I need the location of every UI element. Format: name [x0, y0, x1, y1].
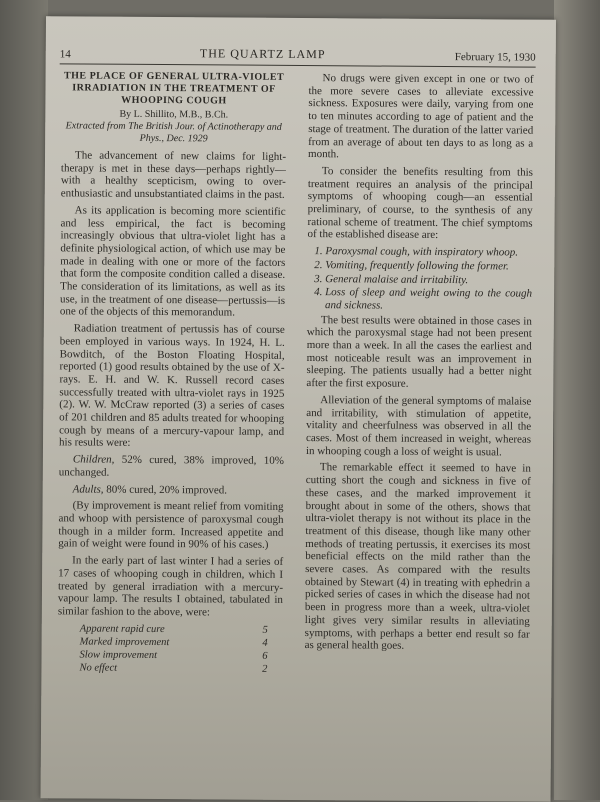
- adults-text: 80% cured, 20% improved.: [106, 483, 228, 497]
- page-number: 14: [59, 48, 71, 61]
- journal-title: THE QUARTZ LAMP: [199, 46, 326, 62]
- issue-date: February 15, 1930: [454, 51, 536, 64]
- symptom-item: 2. Vomiting, frequently following the former.: [325, 259, 532, 273]
- paragraph: Alleviation of the general symptoms of malaise and irritability, with stimulation of appetite, vitality and cheerfulness was observed in all the cases. Most of them increased in weight, whereas in whooping cough a loss of weight is usual.: [305, 394, 532, 459]
- winter-paragraph: In the early part of last winter I had a series of 17 cases of whooping cough in children, which I treated by general irradiation with a mercury-vapour lamp. The results I obtained, tabulated in similar fashion to the above, were:: [57, 554, 284, 619]
- symptom-item: 1. Paroxysmal cough, with inspiratory whoop.: [325, 245, 532, 259]
- result-label: No effect: [79, 662, 118, 674]
- right-column: [305, 72, 534, 657]
- header-rule: [60, 63, 536, 67]
- paragraph: Radiation treatment of pertussis has of course been employed in various ways. In 1924, H. L. Bowditch, of the Boston Floating Hospital, reported (1) good results obtained by the use of X-rays. E. H. and W. K. Russell record cases successfully treated with ultra-violet rays in 1925 (2). W. W. McCraw reported (3) a series of cases of 201 children and 85 adults treated for whooping cough by means of a mercury-vapour lamp, and his results were:: [58, 322, 285, 450]
- paragraph: The advancement of new claims for light-therapy is met in these days—perhaps rightly—with a healthy scepticism, owing to over-enthusiastic and unsubstantiated claims in the past.: [60, 149, 287, 201]
- background-right: [554, 0, 600, 800]
- result-value: 6: [262, 650, 268, 662]
- adults-results: [59, 483, 284, 497]
- adults-label: Adults,: [72, 482, 104, 496]
- results-table: [79, 622, 282, 675]
- result-label: Slow improvement: [79, 649, 158, 661]
- results-row: [80, 622, 268, 636]
- article-byline: By L. Shillito, M.B., B.Ch.: [119, 108, 229, 121]
- paragraph: No drugs were given except in one or two of the more severe cases to alleviate excessive sickness. Exposures were daily, varying from one to ten minutes according to age of patient and the stage of treatment. The duration of the latter varied from an average of about ten days to as long as a month.: [308, 72, 534, 161]
- magazine-page: [41, 16, 556, 802]
- result-value: 4: [262, 637, 268, 649]
- improvement-note: (By improvement is meant relief from vomiting and whoop with persistence of paroxysmal cough though in a milder form. Increased appetite and gain of weight were found in 90% of his cases.): [58, 499, 284, 552]
- result-label: Marked improvement: [79, 636, 170, 648]
- children-text: 52% cured, 38% improved, 10% unchanged.: [58, 453, 284, 479]
- symptom-item: 4. Loss of sleep and weight owing to the cough and sickness.: [325, 286, 532, 313]
- children-label: Children,: [72, 453, 115, 466]
- result-label: Apparent rapid cure: [79, 623, 165, 635]
- results-row: [80, 648, 268, 662]
- result-value: 2: [262, 663, 268, 675]
- paragraph: The remarkable effect it seemed to have in cutting short the cough and sickness in five of these cases, and the marked improvement it brought about in some of the others, shows that ultra-violet therapy is not without its place in the treatment of this disease, though like many other methods of treating pertussis, it exercises its most beneficial effects on the mild rather than the severe cases. As compared with the results obtained by Stewart (4) in treating with ephedrin a picked series of cases in which the disease had not been in progress more than a week, ultra-violet light gives very similar results in alleviating symptoms, with perhaps a better end result so far as general health goes.: [304, 461, 531, 652]
- paragraph: The best results were obtained in those cases in which the paroxysmal stage had not been present more than a week. In all the cases the earliest and most noticeable result was an improvement in sleeping. The patients usually had a better night after the first exposure.: [306, 313, 532, 390]
- article-title: THE PLACE OF GENERAL ULTRA-VIOLET IRRADIATION IN THE TREATMENT OF WHOOPING COUGH: [63, 70, 285, 107]
- children-results: [59, 453, 284, 480]
- symptom-list: [307, 245, 532, 313]
- symptom-item: 3. General malaise and irritability.: [325, 273, 532, 287]
- article-source: Extracted from The British Jour. of Actinotherapy and Phys., Dec. 1929: [65, 120, 282, 145]
- result-value: 5: [262, 624, 268, 636]
- results-row: [79, 661, 267, 675]
- paragraph: To consider the benefits resulting from this treatment requires an analysis of the principal symptoms of whooping cough—an essential preliminary, of course, to the synthesis of any rational scheme of treatment. The chief symptoms of the established disease are:: [307, 165, 533, 242]
- results-row: [80, 635, 268, 649]
- page-header: [60, 40, 536, 63]
- left-column: [57, 70, 286, 675]
- paragraph: As its application is becoming more scientific and less empirical, the fact is becoming increasingly obvious that ultra-violet light has a definite physiological action, of which use may be made in dealing with one or more of the factors that form the composite condition called a disease. The consideration of its limitations, as well as its use, in the treatment of one disease—pertussis—is one of the objects of this memorandum.: [59, 204, 286, 319]
